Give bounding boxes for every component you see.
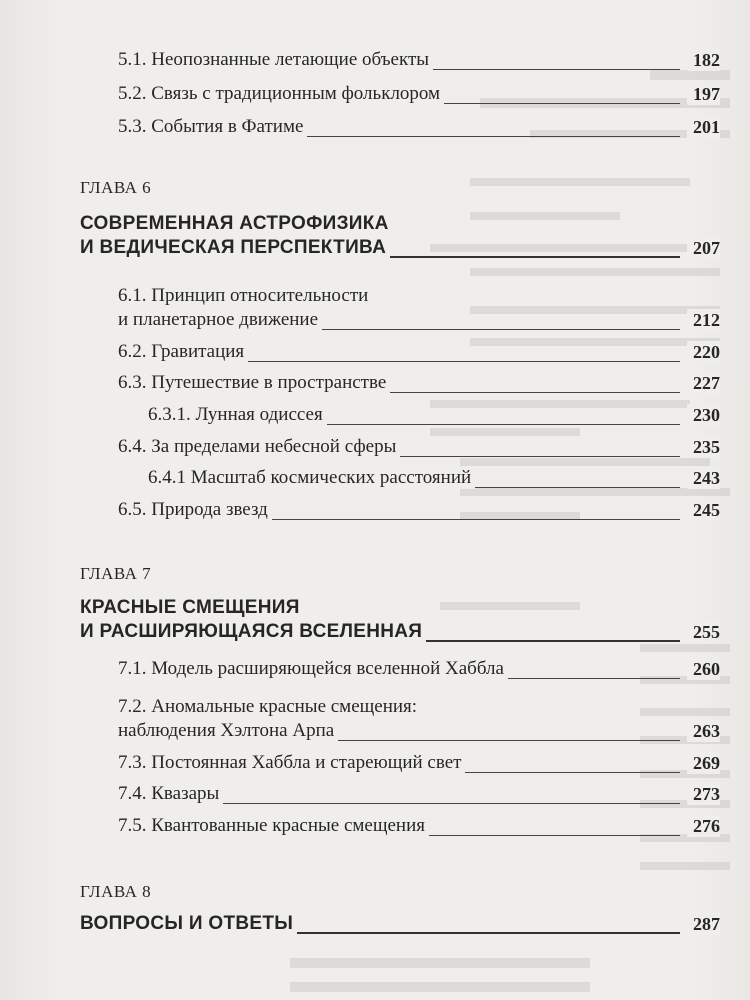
toc-entry-5-2[interactable] [118, 80, 720, 108]
chapter-label: ГЛАВА 6 [80, 178, 152, 197]
chapter-title-row[interactable] [80, 910, 720, 938]
toc-entry-title: 6.2. Гравитация [118, 341, 248, 363]
toc-entry-title: 7.3. Постоянная Хаббла и стареющий свет [118, 752, 465, 774]
toc-page-number: 235 [687, 436, 720, 458]
toc-entry-title: 5.2. Связь с традиционным фольклором [118, 83, 444, 105]
toc-entry-5-1[interactable] [118, 46, 720, 74]
toc-entry-6-5[interactable] [118, 496, 720, 524]
toc-page-number: 230 [687, 404, 720, 426]
toc-page-number: 201 [687, 116, 720, 138]
toc-entry-6-3[interactable] [118, 369, 720, 397]
toc-entry-5-3[interactable] [118, 113, 720, 141]
toc-entry-title: 5.1. Неопознанные летающие объекты [118, 49, 433, 71]
toc-entry-6-4[interactable] [118, 433, 720, 461]
toc-entry-6-1[interactable] [118, 285, 720, 334]
toc-page-number: 260 [687, 658, 720, 680]
chapter-title-line-2: И ВЕДИЧЕСКАЯ ПЕРСПЕКТИВА [80, 237, 390, 259]
chapter-title-row[interactable] [80, 597, 720, 646]
toc-entry-title-line-1: 6.1. Принцип относительности [118, 285, 369, 306]
toc-entry-7-2[interactable] [118, 696, 720, 745]
toc-page-number: 273 [687, 783, 720, 805]
toc-entry-title: 5.3. События в Фатиме [118, 116, 307, 138]
chapter-label: ГЛАВА 7 [80, 564, 152, 583]
chapter-label: ГЛАВА 8 [80, 882, 152, 901]
toc-page-number: 245 [687, 499, 720, 521]
toc-page-number: 243 [687, 467, 720, 489]
toc-entry-7-5[interactable] [118, 812, 720, 840]
toc-entry-title: 6.5. Природа звезд [118, 499, 272, 521]
toc-entry-title: 6.3.1. Лунная одиссея [148, 404, 327, 426]
toc-entry-title: 6.3. Путешествие в пространстве [118, 372, 390, 394]
chapter-title: ВОПРОСЫ И ОТВЕТЫ [80, 913, 297, 935]
toc-entry-title: наблюдения Хэлтона Арпа [118, 720, 338, 742]
toc-page-number: 255 [687, 621, 720, 643]
toc-entry-title: 6.4.1 Масштаб космических расстояний [148, 467, 475, 489]
toc-page-number: 220 [687, 341, 720, 363]
toc-page-number: 212 [687, 309, 720, 331]
toc-entry-6-4-1[interactable] [148, 464, 720, 492]
toc-entry-title: 7.1. Модель расширяющейся вселенной Хаббла [118, 658, 508, 680]
toc-page-number: 287 [687, 913, 720, 935]
chapter-title-line-1: СОВРЕМЕННАЯ АСТРОФИЗИКА [80, 213, 389, 234]
toc-entry-title: и планетарное движение [118, 309, 322, 331]
toc-entry-7-4[interactable] [118, 780, 720, 808]
toc-page-number: 276 [687, 815, 720, 837]
chapter-title-line-2: И РАСШИРЯЮЩАЯСЯ ВСЕЛЕННАЯ [80, 621, 426, 643]
toc-entry-title-line-1: 7.2. Аномальные красные смещения: [118, 696, 418, 717]
toc-entry-title: 6.4. За пределами небесной сферы [118, 436, 400, 458]
toc-page-number: 227 [687, 372, 720, 394]
toc-entry-6-2[interactable] [118, 338, 720, 366]
toc-entry-title: 7.5. Квантованные красные смещения [118, 815, 429, 837]
chapter-title-line-1: КРАСНЫЕ СМЕЩЕНИЯ [80, 597, 300, 618]
toc-entry-6-3-1[interactable] [148, 401, 720, 429]
toc-page-number: 182 [687, 49, 720, 71]
toc-entry-title: 7.4. Квазары [118, 783, 223, 805]
toc-entry-7-3[interactable] [118, 749, 720, 777]
toc-page-number: 197 [687, 83, 720, 105]
toc-entry-7-1[interactable] [118, 655, 720, 683]
chapter-title-row[interactable] [80, 213, 720, 262]
toc-page-number: 269 [687, 752, 720, 774]
toc-page-number: 263 [687, 720, 720, 742]
toc-page-number: 207 [687, 237, 720, 259]
